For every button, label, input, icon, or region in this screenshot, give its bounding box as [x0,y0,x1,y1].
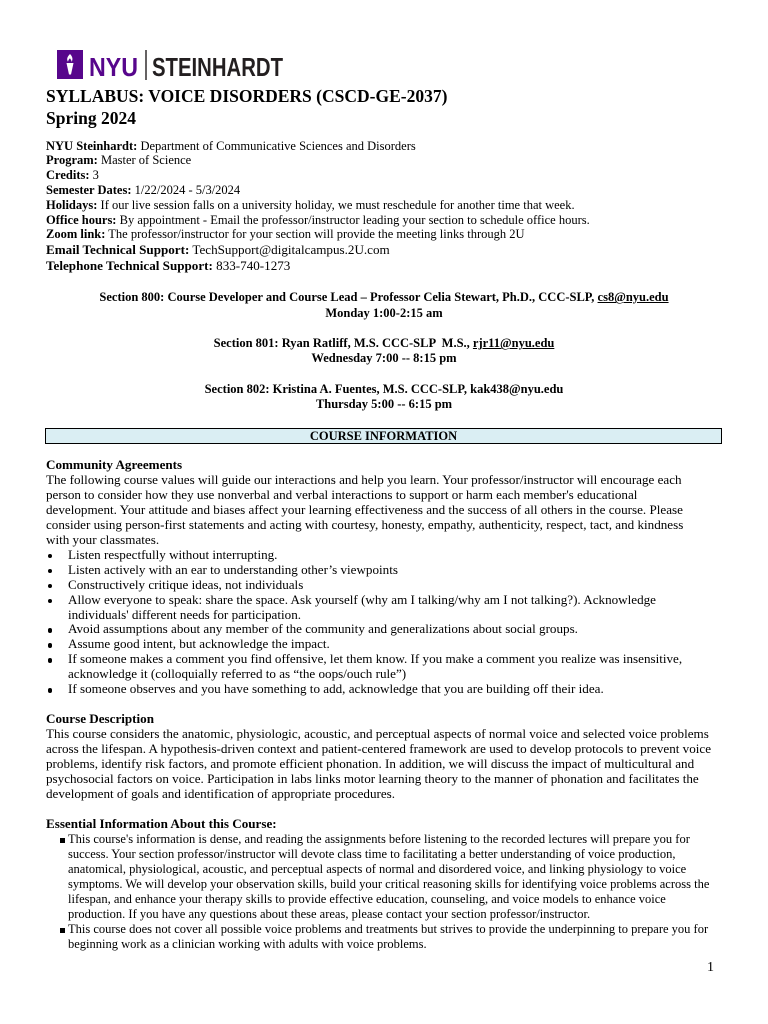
detail-value: Department of Communicative Sciences and Disorders [140,138,416,153]
detail-label: Semester Dates: [46,182,132,197]
list-item-text: acknowledge it (colloquially referred to as “the oops/ouch rule”) [68,666,407,682]
list-item-text: This course's information is dense, and reading the assignments before listening to the recorded lectures will prepare you for [68,831,690,846]
detail-label: Program: [46,153,98,168]
detail-label: Credits: [46,168,90,183]
document-header [46,85,447,129]
list-item [46,622,736,637]
section-block [0,382,768,413]
spacer [46,802,736,817]
list-item [46,548,736,563]
paragraph-line: This course considers the anatomic, physiologic, acoustic, and perceptual aspects of normal voice and selected voice problems [46,726,709,742]
list-item-text: beginning work as a clinician working with adults with voice problems. [68,936,427,951]
logo-school-text: STEINHARDT [152,52,284,82]
section-heading: Community Agreements [46,457,183,472]
list-item-text: Assume good intent, but acknowledge the impact. [68,636,330,652]
section-instructor-text: Section 801: Ryan Ratliff, M.S. CCC-SLP M.S., [213,336,470,351]
course-information-body [46,458,736,951]
detail-row [46,213,590,228]
instructor-email-link[interactable]: cs8@nyu.edu [597,290,669,305]
section-schedule: Thursday 5:00 -- 6:15 pm [315,397,453,412]
detail-row [46,242,590,258]
list-item [46,922,736,952]
list-item-text: Listen respectfully without interrupting. [68,546,278,562]
list-item-text: Constructively critique ideas, not individuals [68,576,304,592]
list-item-text: Avoid assumptions about any member of the community and generalizations about social groups. [68,621,578,637]
detail-label: Telephone Technical Support: [46,258,213,274]
support-email: TechSupport@digitalcampus.2U.com [192,242,390,258]
instructor-email-link[interactable]: rjr11@nyu.edu [472,336,555,351]
list-item [46,593,736,623]
detail-row [46,168,590,183]
section-heading: Course Description [46,711,155,727]
detail-row [46,258,590,274]
paragraph-line: psychosocial factors on voice. Participation in labs links motor learning theory to the manner of phonation and facilitates the [46,771,699,787]
bullet-icon [48,643,53,648]
detail-value: Master of Science [100,153,192,168]
detail-value: The professor/instructor for your section will provide the meeting links through 2U [108,227,525,242]
paragraph-line: development. Your attitude and biases affect your learning effectiveness and the success of all others in the course. Please [46,501,683,517]
list-item [46,578,736,593]
course-sections [0,290,768,428]
list-item [46,832,736,922]
section-instructor-line [0,382,768,397]
list-item-text: symptoms. We will develop your observation skills, build your critical reasoning skills for identifying voice problems across the [68,876,710,891]
bullet-icon [48,628,53,633]
bullet-icon [48,599,53,604]
list-item-text: individuals' different needs for participation. [68,606,302,622]
paragraph-line: person to consider how they use nonverbal and verbal interactions to support or harm each member's educational [46,486,638,502]
bullet-icon [48,569,53,574]
spacer [46,697,736,712]
section-instructor-line [0,336,768,351]
bullet-icon [48,584,53,589]
detail-value: 3 [92,168,99,183]
list-item-text: anatomical, physiological, acoustic, and perceptual aspects of normal and disordered voice, and linking physiology to voice [68,861,687,876]
course-details [46,139,590,275]
course-information-banner: COURSE INFORMATION [45,428,722,444]
section-instructor-line [0,290,768,305]
square-bullet-icon [60,928,65,933]
list-item [46,652,736,682]
document-term: Spring 2024 [46,108,136,128]
detail-label: Office hours: [46,212,117,227]
logo-brand-text: NYU [89,52,138,82]
document-title: SYLLABUS: VOICE DISORDERS (CSCD-GE-2037) [46,86,448,106]
list-item-text: Listen actively with an ear to understanding other’s viewpoints [68,561,398,577]
list-item-text: Allow everyone to speak: share the space. Ask yourself (why am I talking/why am I not talking?). Acknowledge [68,591,656,607]
support-phone: 833-740-1273 [216,258,291,274]
paragraph-line: development of goals and identification of appropriate procedures. [46,785,396,801]
list-item [46,563,736,578]
bullet-icon [48,554,53,559]
detail-row [46,153,590,168]
detail-label: Holidays: [46,197,98,212]
list-item [46,637,736,652]
detail-value: By appointment - Email the professor/instructor leading your section to schedule office hours. [119,212,590,227]
list-item-text: This course does not cover all possible voice problems and treatments but strives to provide the underpinning to prepare you for [68,921,709,936]
detail-value: 1/22/2024 - 5/3/2024 [134,182,241,197]
list-item-text: lifespan, and enhance your therapy skills to provide effective education, counseling, and voice models to enhance voice [68,891,666,906]
list-item-text: If someone makes a comment you find offensive, let them know. If you make a comment you realize was insensitive, [68,651,683,667]
paragraph-line: consider using person-first statements and acting with courtesy, honesty, empathy, authenticity, respect, tact, and kindness [46,516,684,532]
paragraph-line: with your classmates. [46,531,160,547]
detail-label: NYU Steinhardt: [46,138,138,153]
paragraph-line: across the lifespan. A hypothesis-driven context and patient-centered framework are used to develop protocols to prevent voice [46,741,712,757]
list-item [46,682,736,697]
list-item-text: success. Your section professor/instructor will devote class time to facilitating a better understanding of voice production, [68,846,676,861]
section-block [0,290,768,321]
bullet-icon [48,658,53,663]
detail-row [46,227,590,242]
nyu-steinhardt-logo [56,49,288,82]
detail-value: If our live session falls on a university holiday, we must reschedule for another time that week. [100,197,575,212]
paragraph-line: The following course values will guide our interactions and help you learn. Your professor/instructor will encourage each [46,471,682,487]
instructor-email: kak438@nyu.edu [470,382,564,397]
section-schedule: Monday 1:00-2:15 am [325,305,443,320]
section-schedule: Wednesday 7:00 -- 8:15 pm [311,351,457,366]
detail-label: Zoom link: [46,227,106,242]
paragraph-line: problems, identify risk factors, and promote efficient phonation. In addition, we will discuss the impact of multicultural and [46,756,695,772]
bullet-icon [48,688,53,693]
section-heading: Essential Information About this Course: [46,815,277,831]
list-item-text: production. If you have any questions about these areas, please contact your section professor/instructor. [68,906,591,921]
page-number: 1 [707,960,714,975]
detail-row [46,139,590,154]
section-instructor-text: Section 800: Course Developer and Course Lead – Professor Celia Stewart, Ph.D., CCC-SLP, [99,290,595,305]
detail-label: Email Technical Support: [46,242,190,258]
detail-row [46,198,590,213]
detail-row [46,183,590,198]
list-item-text: If someone observes and you have something to add, acknowledge that you are building off their idea. [68,681,604,697]
square-bullet-icon [60,838,65,843]
section-block [0,336,768,367]
section-instructor-text: Section 802: Kristina A. Fuentes, M.S. CCC-SLP, [204,382,467,397]
